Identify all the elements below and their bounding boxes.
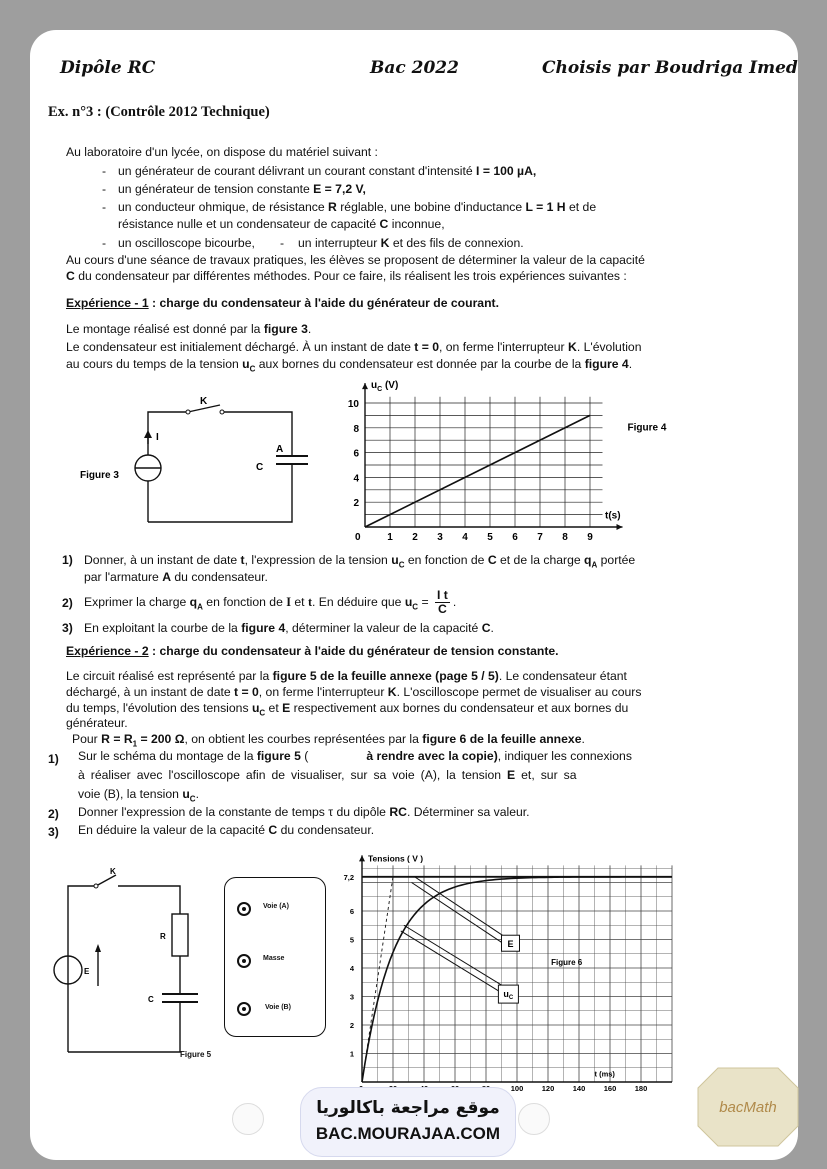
callout-uc-line [404, 925, 502, 985]
exp1-line-1: Le montage réalisé est donné par la figure 3. [66, 322, 312, 336]
x-axis-label: t(s) [605, 510, 621, 522]
switch-label: K [200, 396, 208, 407]
resistor-label: R [160, 932, 166, 941]
q-number: 3) [62, 621, 73, 635]
switch-k [96, 875, 116, 886]
x-tick-label: 3 [437, 532, 443, 543]
q-number: 1) [48, 752, 59, 766]
generator-label: E [84, 967, 90, 976]
y-axis-label: Tensions ( V ) [368, 853, 424, 864]
uc-line [365, 415, 590, 527]
q-number: 1) [62, 553, 73, 567]
current-arrow-head [144, 430, 152, 438]
x-tick-label: 140 [572, 1084, 586, 1093]
x-tick-label: 100 [510, 1084, 524, 1093]
voie-b-label: Voie (B) [265, 1004, 291, 1011]
y-tick-label: 6 [353, 448, 359, 460]
x-tick-label: 9 [587, 532, 593, 543]
exp1-question-1: Donner, à un instant de date t, l'expression de la tension $u_C$ en fonction de C et de la charge $q_A$ portée [84, 553, 636, 570]
origin-label: 0 [355, 532, 361, 543]
callout-e-line [412, 883, 502, 943]
intro-item-3: un conducteur ohmique, de résistance R réglable, une bobine d'inductance L = 1 H et de [118, 200, 597, 214]
exp2-question-1-cont2: voie (B), la tension $u_C$. [78, 787, 199, 804]
figure4-chart [320, 380, 667, 543]
wire [148, 464, 292, 522]
wire [118, 886, 180, 914]
figure3-circuit [80, 392, 320, 526]
bacmath-watermark [696, 1066, 800, 1148]
banner-url[interactable]: BAC.MOURAJAA.COM [315, 1124, 501, 1143]
cap-label: C [148, 995, 154, 1004]
y-axis-arrow [362, 383, 368, 389]
x-tick-label: 4 [462, 532, 468, 543]
switch-label: K [110, 867, 116, 876]
masse-connector[interactable] [237, 954, 251, 968]
x-tick-label: 8 [562, 532, 568, 543]
y-tick-label: 7,2 [343, 872, 354, 882]
y-tick-label: 8 [353, 423, 359, 435]
exp1-line-2: Le condensateur est initialement déchargé. À un instant de date t = 0, on ferme l'interrupteur K. L'évolution [66, 340, 642, 354]
intro-item-1: un générateur de courant délivrant un courant constant d'intensité I = 100 µA, [118, 164, 537, 178]
y-tick-label: 4 [349, 964, 354, 973]
fraction-it-over-c: $\frac{\text{I t}}{C}$ [436, 588, 448, 617]
callout-e-label: E [507, 939, 514, 950]
voie-a-label: Voie (A) [263, 903, 289, 910]
bullet-dash: - [280, 236, 285, 250]
x-tick-label: 160 [603, 1084, 617, 1093]
voltage-arrow-head [95, 944, 101, 952]
exp1-line-3: au cours du temps de la tension $u_C$ aux bornes du condensateur est donnée par la courbe de la figure 4. [66, 357, 633, 374]
header-center: Bac 2022 [370, 58, 459, 78]
exp2-line-1: Le circuit réalisé est représenté par la figure 5 de la feuille annexe (page 5 / 5). Le condensateur étant [66, 669, 627, 683]
y-axis-label: $u_C$ (V) [371, 380, 399, 394]
intro-item-2: un générateur de tension constante E = 7,2 V, [118, 182, 366, 196]
site-logo-left [232, 1103, 264, 1135]
y-tick-label: 5 [349, 935, 354, 945]
q-number: 2) [48, 807, 59, 821]
q-number: 3) [48, 825, 59, 839]
bullet-dash: - [102, 236, 107, 250]
exp2-title: Expérience - 2 : charge du condensateur à l'aide du générateur de tension constante. [66, 644, 559, 658]
exp2-question-1-cont: à réaliser avec l'oscilloscope afin de visualiser, sur sa voie (A), la tension E et, sur sa [78, 768, 577, 782]
figure6-chart [300, 852, 678, 1092]
exp1-question-3: En exploitant la courbe de la figure 4, déterminer la valeur de la capacité C. [84, 621, 494, 635]
intro-item-3-cont: résistance nulle et un condensateur de capacité C inconnue, [118, 217, 445, 231]
callout-uc-label: $u_C$ [503, 989, 514, 1002]
header-right: Choisis par Boudriga Imed [542, 58, 798, 78]
figure3-label: Figure 3 [80, 470, 119, 481]
exp1-title: Expérience - 1 : charge du condensateur à l'aide du générateur de courant. [66, 296, 499, 310]
x-tick-label: 2 [412, 532, 418, 543]
figure5-circuit [50, 862, 230, 1062]
y-tick-label: 2 [353, 498, 359, 510]
y-tick-label: 4 [353, 473, 359, 485]
figure5-label: Figure 5 [180, 1050, 212, 1059]
x-tick-label: 180 [634, 1084, 648, 1093]
bullet-dash: - [102, 164, 107, 178]
bullet-dash: - [102, 182, 107, 196]
x-axis-arrow [617, 524, 623, 530]
figure4-label: Figure 4 [627, 422, 667, 434]
masse-label: Masse [263, 955, 285, 962]
exp2-question-3: En déduire la valeur de la capacité C du condensateur. [78, 823, 375, 837]
x-tick-label: 7 [537, 532, 543, 543]
intro-paragraph-2: C du condensateur par différentes méthodes. Pour ce faire, ils réalisent les trois expériences suivantes : [66, 269, 627, 283]
y-tick-label: 2 [349, 1021, 354, 1030]
callout-uc-line [401, 931, 499, 991]
exp1-question-2: Exprimer la charge $q_A$ en fonction de I et t. En déduire que $u_C$ = $\frac{\text{I t}}{C}$ . [84, 588, 457, 617]
intro-item-4: un oscilloscope bicourbe, [118, 236, 255, 250]
y-tick-label: 1 [349, 1049, 354, 1059]
voie-a-connector[interactable] [237, 902, 251, 916]
site-banner[interactable] [300, 1087, 516, 1157]
intro-line: Au laboratoire d'un lycée, on dispose du matériel suivant : [66, 145, 378, 159]
voie-b-connector[interactable] [237, 1002, 251, 1016]
x-tick-label: 5 [487, 532, 493, 543]
x-tick-label: 120 [541, 1084, 555, 1093]
exercise-title: Ex. n°3 : (Contrôle 2012 Technique) [48, 104, 270, 120]
header-left: Dipôle RC [60, 58, 156, 78]
exp2-line-2: déchargé, à un instant de date t = 0, on ferme l'interrupteur K. L'oscilloscope permet de visualiser au cours [66, 685, 642, 699]
x-axis-label: t (ms) [594, 1069, 615, 1079]
cap-label: C [256, 462, 264, 473]
exp1-question-1-cont: par l'armature A du condensateur. [84, 570, 268, 584]
plate-label: A [276, 444, 284, 455]
exp2-line-3: du temps, l'évolution des tensions $u_C$ et E respectivement aux bornes du condensateur et aux bornes du [66, 701, 629, 718]
x-tick-label: 6 [512, 532, 518, 543]
y-tick-label: 6 [349, 907, 354, 916]
figure6-label: Figure 6 [551, 958, 583, 968]
wire [68, 1002, 180, 1052]
y-tick-label: 3 [349, 992, 354, 1002]
exp2-line-5: Pour $R = R_1 = 200$ Ω, on obtient les courbes représentées par la figure 6 de la feuille annexe. [72, 732, 585, 749]
bullet-dash: - [102, 200, 107, 214]
exp2-question-1: Sur le schéma du montage de la figure 5 ( à rendre avec la copie), indiquer les connexions [78, 749, 632, 763]
exam-sheet [30, 30, 798, 1160]
banner-arabic: موقع مراجعة باكالوريا [316, 1098, 500, 1118]
site-logo-right [518, 1103, 550, 1135]
intro-item-5: un interrupteur K et des fils de connexion. [298, 236, 524, 250]
intro-paragraph-1: Au cours d'une séance de travaux pratiques, les élèves se proposent de déterminer la valeur de la capacité [66, 253, 645, 267]
y-tick-label: 10 [347, 399, 359, 410]
resistor-r [172, 914, 188, 956]
q-number: 2) [62, 596, 73, 610]
exp2-line-4: générateur. [66, 716, 128, 730]
watermark-text: bacMath [719, 1099, 777, 1116]
y-axis-arrow [359, 855, 365, 861]
current-label: I [156, 432, 159, 443]
x-tick-label: 1 [387, 532, 393, 543]
exp2-question-2: Donner l'expression de la constante de temps τ du dipôle RC. Déterminer sa valeur. [78, 805, 530, 819]
